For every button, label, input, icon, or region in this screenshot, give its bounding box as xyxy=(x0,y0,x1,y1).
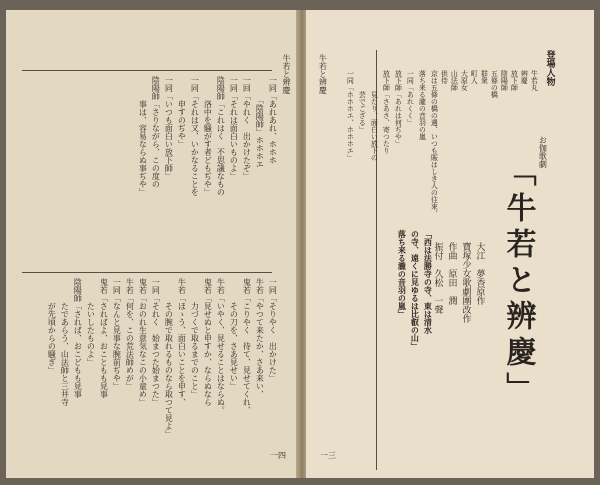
folio: 一三 xyxy=(320,451,336,460)
left-page xyxy=(6,10,298,478)
tier-divider xyxy=(22,272,272,273)
running-header: 牛若と辨慶 xyxy=(282,54,291,94)
script-line: 一同「それは又、いかなることを xyxy=(190,76,200,196)
script-line: その刀を、さあ見せい」 xyxy=(229,278,239,390)
cast-member: 町人 xyxy=(470,70,479,84)
script-line: たであらう、山法師と三井寺 xyxy=(60,278,70,406)
cast-member: 牛若丸 xyxy=(530,70,539,91)
cast-member: 大原女 xyxy=(460,70,469,91)
open-book xyxy=(6,10,594,478)
prologue-line: 放下師「あれは何ぢや」 xyxy=(394,70,403,147)
cast-member: 群衆 xyxy=(480,70,489,84)
folio: 一四 xyxy=(270,451,286,460)
credit-line: 寶塚少女歌劇團改作 xyxy=(460,242,471,323)
script-line: 一同「なんと見事な腕前ぢや」 xyxy=(112,278,122,390)
prologue-line: 芸でござる」 xyxy=(358,70,367,133)
script-line: 陰陽師「さりながら、この度の xyxy=(151,76,161,188)
cast-member: 陰陽師 xyxy=(500,70,509,91)
prologue-line: 落ち来る瀧の音羽の嵐 xyxy=(418,70,427,140)
credit-line: 大江 夢香原作 xyxy=(474,242,485,305)
title-prefix: お伽歌劇 xyxy=(538,136,548,168)
song-line: 「西は法勝寺の寺、東は清水 xyxy=(423,230,434,334)
script-line: 「陰陽師」ホホホエ xyxy=(255,76,265,168)
script-line: たいしたものよ」 xyxy=(86,278,96,366)
script-line: 鬼若「おのれ生意気なこの小童め」 xyxy=(138,278,148,406)
prologue-line: 一同「ホホホエ、ホホホエ」 xyxy=(346,70,355,161)
running-header: 牛若と辨慶 xyxy=(318,54,328,94)
script-line: 申すのぢや」 xyxy=(177,76,187,148)
script-line: 一同「あれあれ、ホホホ xyxy=(268,76,278,164)
script-line: 洛中を騒がす者どもぢや」 xyxy=(203,76,213,196)
prologue-line: 一同「あれくく」 xyxy=(406,70,415,126)
script-line: 鬼若「見せぬと申すか、ならぬなら xyxy=(203,278,213,406)
cast-member: 山法師 xyxy=(450,70,459,91)
script-line: 陰陽師「これはく 不思議なもの xyxy=(216,76,226,196)
cast-member: 辨慶 xyxy=(520,70,529,84)
song-line: の寺、遠くに見ゆるは比叡の山」 xyxy=(410,230,421,350)
script-line: が先頃からの騒ぎ」 xyxy=(47,278,57,374)
script-line: 牛若「ほゝう、面白いことを申す、 xyxy=(177,278,187,406)
script-line: その腕で取れるものなら取つて見よ」 xyxy=(164,278,174,438)
script-line: 牛若「何を、この荒法師めが」 xyxy=(125,278,135,390)
right-page xyxy=(306,10,594,478)
prologue-line: 見たり、面白い放下の xyxy=(370,70,379,161)
script-line: 一回「やれく 出かけたぞ」 xyxy=(242,76,252,180)
script-line: 力づくで取るまでのこと」 xyxy=(190,278,200,398)
script-line: 一同「それく 始まつた始まつた」 xyxy=(151,278,161,406)
script-line: 事は、容易ならぬ事ぢや」 xyxy=(138,76,148,196)
script-line: 一同「いつも面白い放下師」 xyxy=(164,76,174,180)
script-line: 牛若「やつて来たか、さあ来い、 xyxy=(255,278,265,398)
script-line: 一同「そりやく 出かけた」 xyxy=(268,278,278,382)
script-line: 鬼若「さればよ、おこともも見事 xyxy=(99,278,109,398)
cast-heading: 登場人物 xyxy=(544,50,555,86)
credit-line: 作曲 原田 潤 xyxy=(446,242,457,305)
script-line: 陰陽師「されば、おこどもも見事 xyxy=(73,278,83,398)
cast-member: 放下師 xyxy=(510,70,519,91)
prologue-line: 放下師「さあさ、寄つたり xyxy=(382,70,391,154)
credit-line: 振付 久松 一聲 xyxy=(432,242,443,314)
script-line: 鬼若「こりやく 待て、見せてくれ、 xyxy=(242,278,252,414)
cast-member: 五條の橋 xyxy=(490,70,499,98)
script-line: 一同「それは面白いものよ」 xyxy=(229,76,239,180)
play-title: 「牛若と辨慶」 xyxy=(500,156,536,408)
prologue-line: 京は五條の橋の邊、いつも賑はしき人の往來、 xyxy=(430,70,439,217)
top-rule xyxy=(22,70,272,71)
script-line: 牛若「いやく、見せることはならぬ。 xyxy=(216,278,226,414)
song-line: 落ち来る瀧の音羽の嵐」 xyxy=(397,230,408,318)
cast-member: 供侍 xyxy=(440,70,449,84)
